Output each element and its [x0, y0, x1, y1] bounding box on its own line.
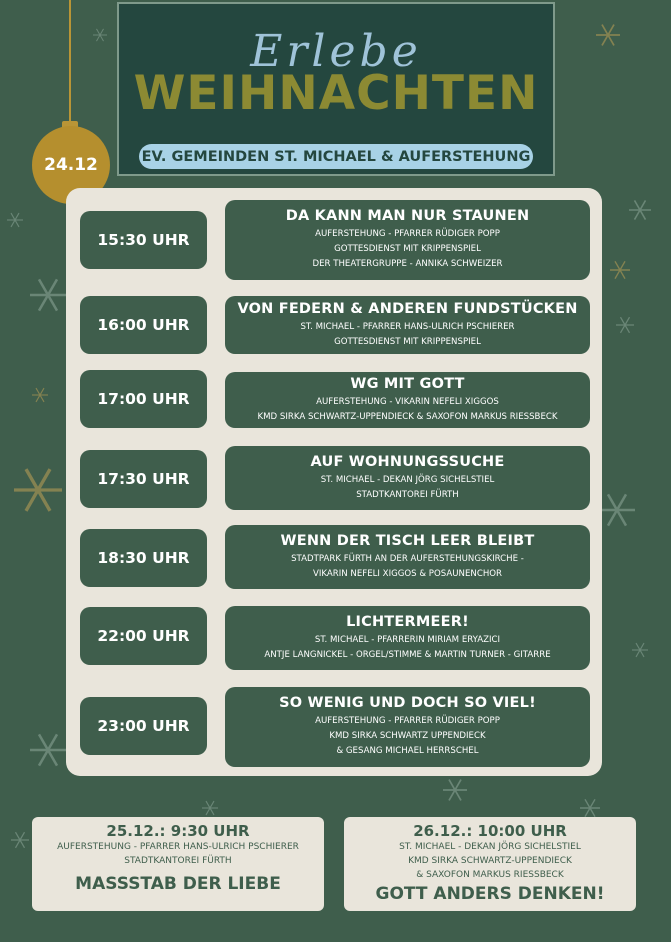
event-title: VON FEDERN & ANDEREN FUNDSTÜCKEN — [237, 300, 578, 317]
event-detail: ST. MICHAEL - PFARRER HANS-ULRICH PSCHIERER — [300, 321, 515, 332]
main-title: WEIHNACHTEN — [133, 66, 539, 121]
event-detail: STADTPARK FÜRTH AN DER AUFERSTEHUNGSKIRCHE - — [291, 553, 524, 564]
service-title: GOTT ANDERS DENKEN! — [375, 884, 605, 904]
event-detail: KMD SIRKA SCHWARTZ-UPPENDIECK & SAXOFON MARKUS RIESSBECK — [257, 411, 558, 422]
service-detail: STADTKANTOREI FÜRTH — [124, 856, 232, 866]
event-title: WENN DER TISCH LEER BLEIBT — [280, 532, 535, 549]
event-detail: STADTKANTOREI FÜRTH — [356, 489, 459, 500]
event-detail: GOTTESDIENST MIT KRIPPENSPIEL — [334, 336, 481, 347]
event-card — [225, 687, 590, 767]
event-card — [225, 372, 590, 428]
service-time-heading: 26.12.: 10:00 UHR — [413, 822, 567, 840]
service-detail: AUFERSTEHUNG - PFARRER HANS-ULRICH PSCHIERER — [57, 842, 299, 852]
service-detail: & SAXOFON MARKUS RIESSBECK — [416, 870, 564, 880]
event-time: 17:00 UHR — [80, 370, 207, 428]
service-title: MASSSTAB DER LIEBE — [75, 874, 281, 894]
event-detail: ST. MICHAEL - PFARRERIN MIRIAM ERYAZICI — [314, 634, 501, 645]
event-card — [225, 525, 590, 589]
event-time: 22:00 UHR — [80, 607, 207, 665]
event-title: LICHTERMEER! — [346, 613, 469, 630]
event-time: 18:30 UHR — [80, 529, 207, 587]
event-detail: AUFERSTEHUNG - PFARRER RÜDIGER POPP — [315, 229, 500, 239]
date-badge: 24.12 — [44, 155, 98, 175]
title-box — [117, 2, 555, 176]
event-time: 15:30 UHR — [80, 211, 207, 269]
service-detail: KMD SIRKA SCHWARTZ-UPPENDIECK — [408, 856, 572, 866]
event-detail: GOTTESDIENST MIT KRIPPENSPIEL — [334, 244, 481, 254]
congregation-subtitle: EV. GEMEINDEN ST. MICHAEL & AUFERSTEHUNG — [139, 144, 533, 169]
event-card — [225, 296, 590, 354]
event-detail: KMD SIRKA SCHWARTZ UPPENDIECK — [329, 731, 486, 741]
event-time: 17:30 UHR — [80, 450, 207, 508]
event-card — [225, 606, 590, 670]
event-title: AUF WOHNUNGSSUCHE — [310, 453, 505, 470]
service-card-25-12 — [32, 817, 324, 911]
event-detail: VIKARIN NEFELI XIGGOS & POSAUNENCHOR — [312, 568, 503, 579]
service-time-heading: 25.12.: 9:30 UHR — [106, 822, 250, 840]
event-detail: ST. MICHAEL - DEKAN JÖRG SICHELSTIEL — [320, 474, 495, 485]
event-time: 23:00 UHR — [80, 697, 207, 755]
script-title: Erlebe — [250, 26, 422, 77]
event-detail: ANTJE LANGNICKEL - ORGEL/STIMME & MARTIN TURNER - GITARRE — [264, 649, 551, 660]
event-title: DA KANN MAN NUR STAUNEN — [285, 208, 530, 224]
schedule-panel — [66, 188, 602, 776]
event-title: WG MIT GOTT — [350, 375, 465, 392]
event-detail: AUFERSTEHUNG - PFARRER RÜDIGER POPP — [315, 716, 500, 726]
service-detail: ST. MICHAEL - DEKAN JÖRG SICHELSTIEL — [399, 842, 581, 852]
event-detail: DER THEATERGRUPPE - ANNIKA SCHWEIZER — [312, 259, 503, 269]
event-detail: & GESANG MICHAEL HERRSCHEL — [336, 746, 479, 756]
ornament-string — [69, 0, 71, 128]
event-card — [225, 200, 590, 280]
event-title: SO WENIG UND DOCH SO VIEL! — [279, 695, 536, 711]
event-card — [225, 446, 590, 510]
service-card-26-12 — [344, 817, 636, 911]
event-time: 16:00 UHR — [80, 296, 207, 354]
event-detail: AUFERSTEHUNG - VIKARIN NEFELI XIGGOS — [316, 396, 499, 407]
